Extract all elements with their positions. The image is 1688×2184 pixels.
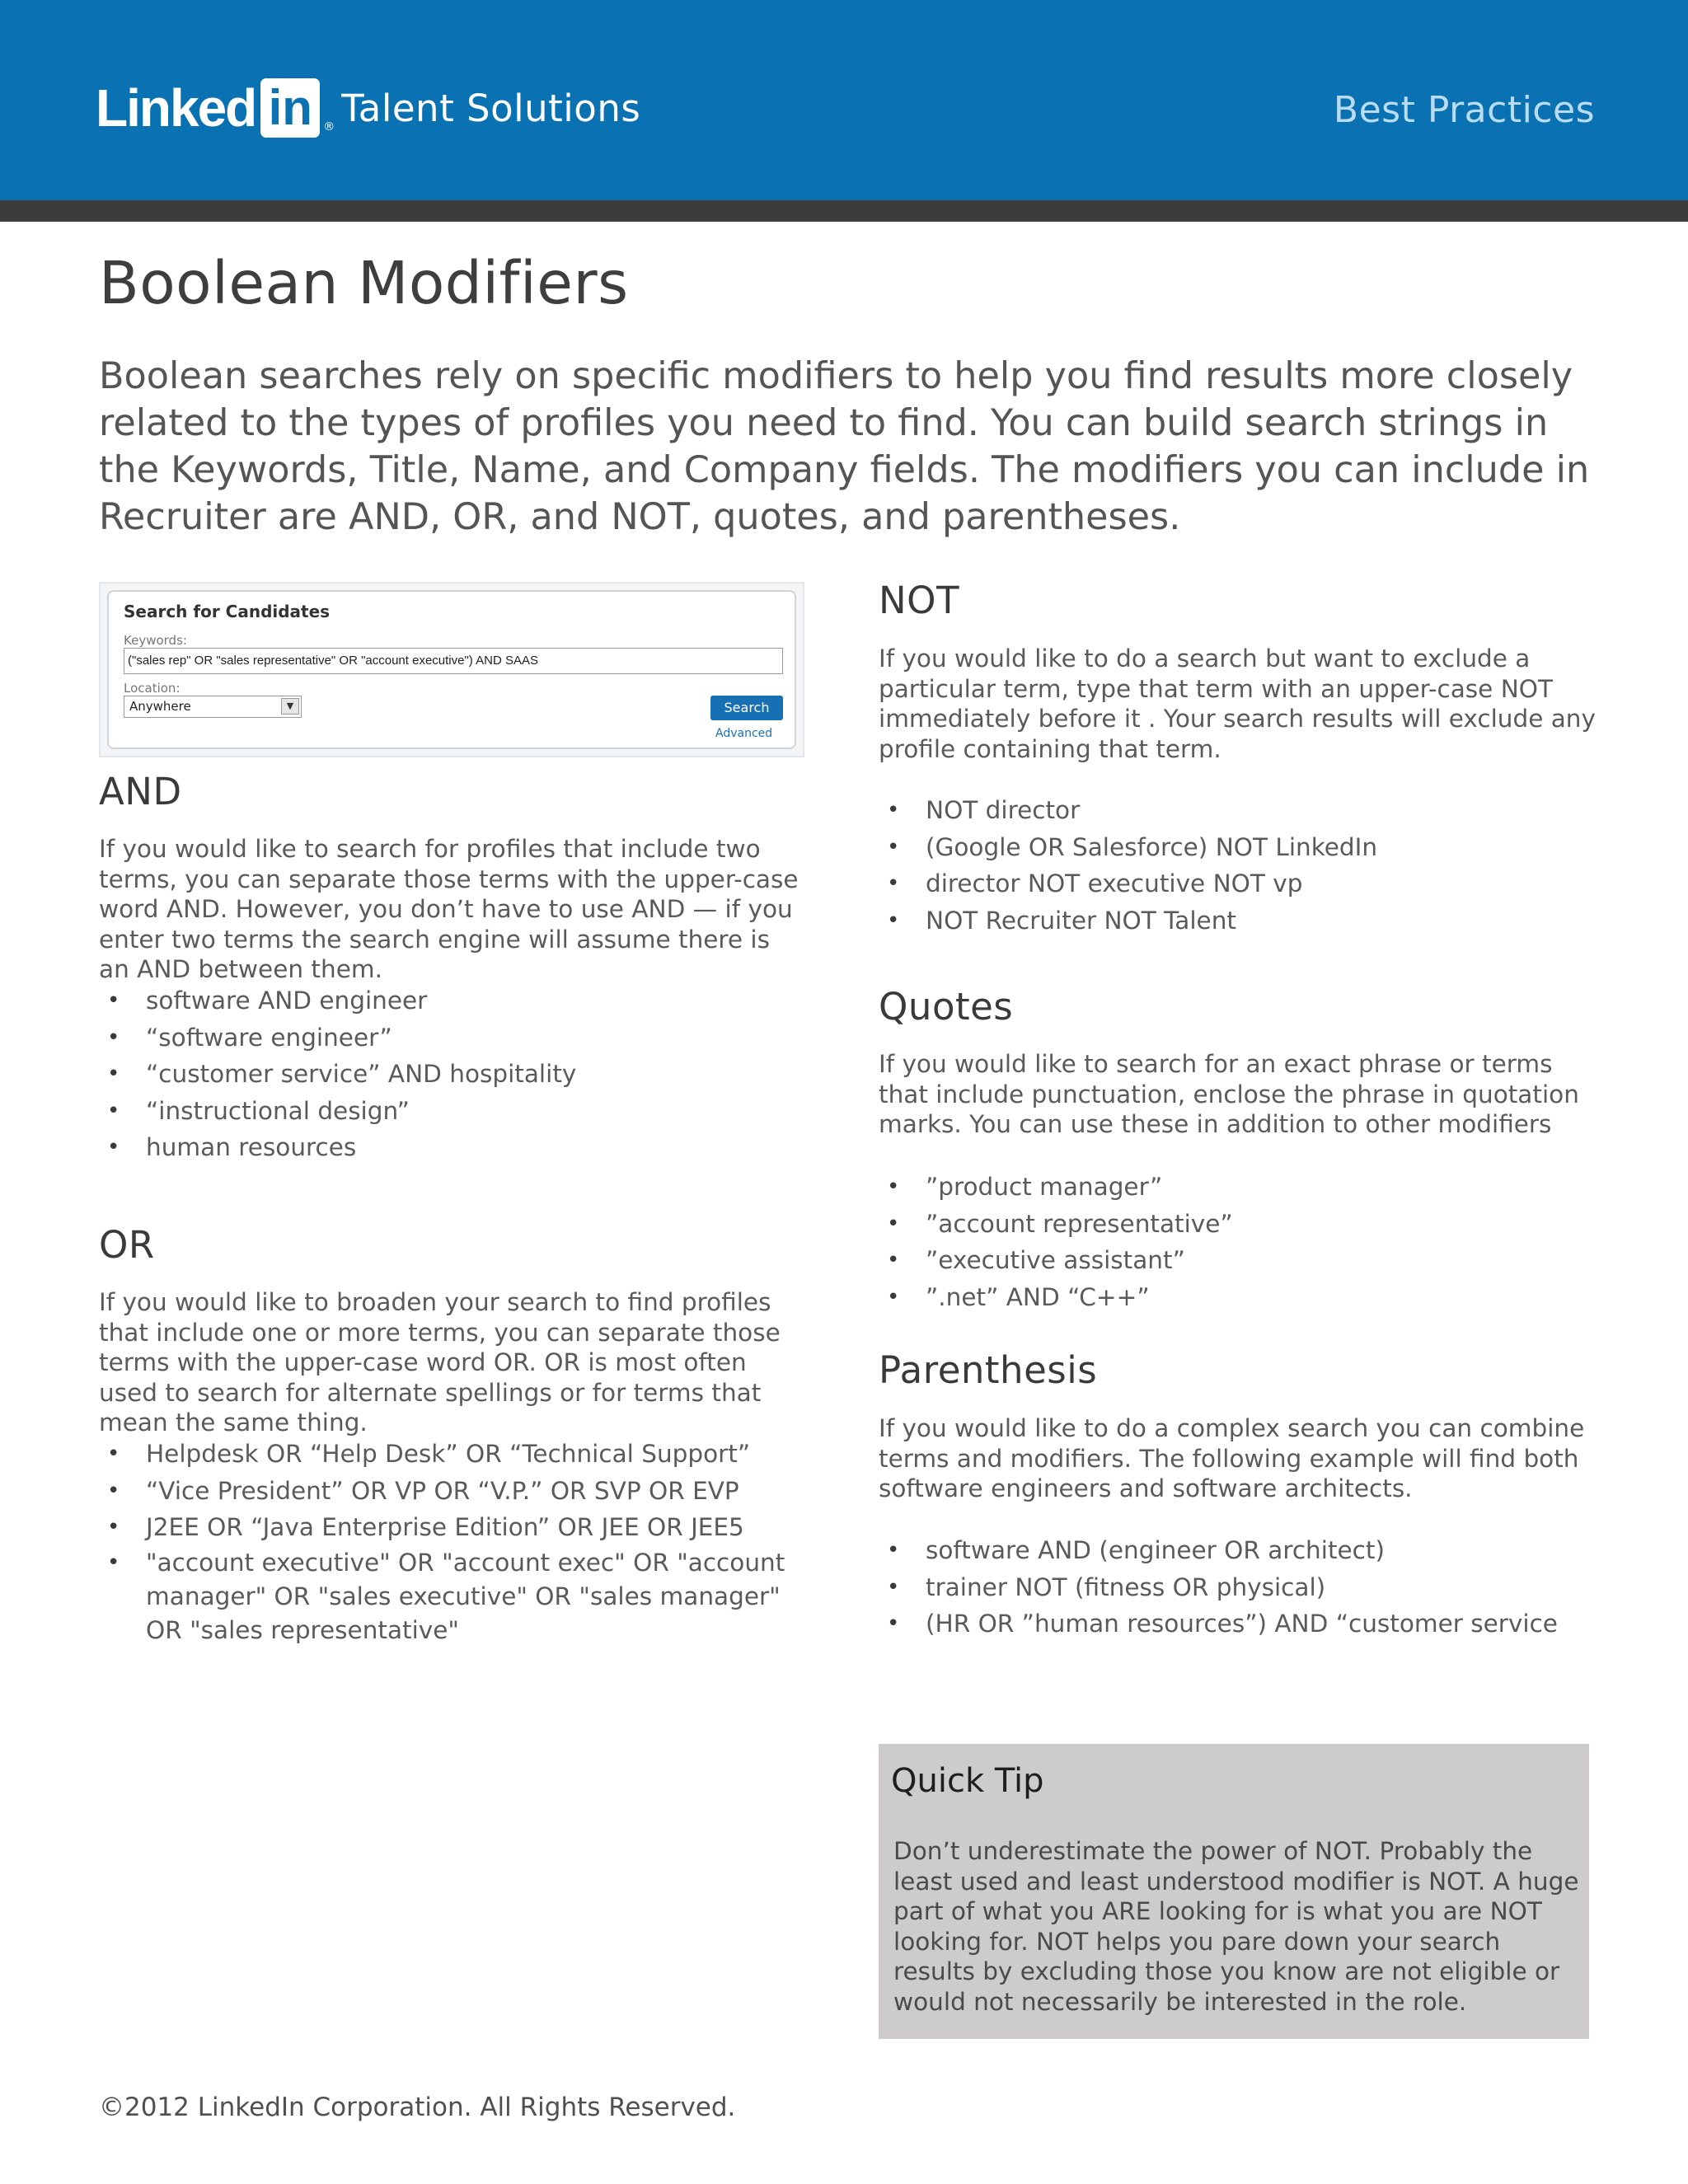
location-select-value: Anywhere xyxy=(129,699,191,714)
logo-wordmark: Linked xyxy=(96,78,256,138)
quick-tip-title: Quick Tip xyxy=(891,1762,1044,1800)
list-item: • "account executive" OR "account exec" OR "account manager" OR "sales executive" OR "sales manager" OR "sales representative" xyxy=(99,1546,808,1647)
page-title: Boolean Modifiers xyxy=(99,249,629,317)
search-panel xyxy=(107,590,796,749)
or-heading: OR xyxy=(99,1223,155,1267)
list-item: • software AND engineer xyxy=(99,982,808,1019)
list-item: • (Google OR Salesforce) NOT LinkedIn xyxy=(879,829,1596,866)
section-label: Best Practices xyxy=(1333,89,1595,131)
or-body: If you would like to broaden your search to find profiles that include one or more terms, you can separate those terms with the upper-case word OR. OR is most often used to search for alternate spellings or for terms that mean the same thing. xyxy=(99,1288,781,1436)
logo-registered-mark: ® xyxy=(323,120,335,134)
not-body: If you would like to do a search but want to exclude a particular term, type that term with an upper-case NOT immediately before it . Your search results will exclude any profile containing that term. xyxy=(879,644,1596,763)
list-item: • ”.net” AND “C++” xyxy=(879,1279,1596,1316)
list-item: • ”account representative” xyxy=(879,1206,1596,1243)
quick-tip-body: Don’t underestimate the power of NOT. Probably the least used and least understood modifier is NOT. A huge part of what you ARE looking for is what you are NOT looking for. NOT helps you pare down your search results by excluding those you know are not eligible or would not necessarily be interested in the role. xyxy=(893,1837,1579,2016)
quotes-body: If you would like to search for an exact phrase or terms that include punctuation, enclose the phrase in quotation marks. You can use these in addition to other modifiers xyxy=(879,1050,1579,1138)
list-item: • human resources xyxy=(99,1129,808,1166)
list-item: • software AND (engineer OR architect) xyxy=(879,1532,1596,1569)
parenthesis-body: If you would like to do a complex search you can combine terms and modifiers. The following example will find both software engineers and software architects. xyxy=(879,1414,1585,1502)
list-item: • trainer NOT (fitness OR physical) xyxy=(879,1569,1596,1606)
quotes-heading: Quotes xyxy=(879,985,1014,1029)
copyright-footer: ©2012 LinkedIn Corporation. All Rights Reserved. xyxy=(99,2093,736,2122)
keywords-input[interactable]: ("sales rep" OR "sales representative" OR "account executive") AND SAAS xyxy=(124,648,783,674)
header-divider-bar xyxy=(0,200,1688,222)
list-item: • ”product manager” xyxy=(879,1169,1596,1206)
and-examples-list xyxy=(99,982,808,1166)
parenthesis-examples-list xyxy=(879,1532,1596,1643)
not-heading: NOT xyxy=(879,579,960,622)
parenthesis-heading: Parenthesis xyxy=(879,1348,1098,1392)
not-examples-list xyxy=(879,792,1596,939)
keywords-label: Keywords: xyxy=(124,633,187,648)
quotes-examples-list xyxy=(879,1169,1596,1315)
search-panel-title: Search for Candidates xyxy=(124,602,331,621)
chevron-down-icon: ▼ xyxy=(281,698,299,715)
list-item: • “software engineer” xyxy=(99,1019,808,1057)
list-item: • (HR OR ”human resources”) AND “customer service xyxy=(879,1605,1596,1643)
list-item: • “customer service” AND hospitality xyxy=(99,1056,808,1093)
advanced-link[interactable]: Advanced xyxy=(715,727,773,740)
list-item: • ”executive assistant” xyxy=(879,1242,1596,1279)
quick-tip-box xyxy=(879,1744,1589,2039)
list-item: • NOT director xyxy=(879,792,1596,829)
page-header xyxy=(0,0,1688,200)
search-candidates-screenshot xyxy=(99,582,804,757)
and-heading: AND xyxy=(99,770,182,813)
product-name: Talent Solutions xyxy=(341,86,641,130)
location-select[interactable] xyxy=(124,696,302,718)
intro-paragraph: Boolean searches rely on specific modifiers to help you find results more closely related to the types of profiles you need to find. You can build search strings in the Keywords, Title, Name, and Company fields. The modifiers you can include in Recruiter are AND, OR, and NOT, quotes, and parentheses. xyxy=(99,355,1590,538)
or-examples-list xyxy=(99,1436,808,1647)
search-button[interactable]: Search xyxy=(710,696,783,720)
list-item: • J2EE OR “Java Enterprise Edition” OR JEE OR JEE5 xyxy=(99,1509,808,1546)
and-body: If you would like to search for profiles that include two terms, you can separate those terms with the upper-case word AND. However, you don’t have to use AND — if you enter two terms the search engine will assume there is an AND between them. xyxy=(99,835,799,983)
list-item: • “Vice President” OR VP OR “V.P.” OR SVP OR EVP xyxy=(99,1473,808,1510)
list-item: • “instructional design” xyxy=(99,1093,808,1130)
list-item: • NOT Recruiter NOT Talent xyxy=(879,902,1596,940)
location-label: Location: xyxy=(124,681,181,696)
linkedin-talent-solutions-logo xyxy=(96,76,640,140)
list-item: • director NOT executive NOT vp xyxy=(879,865,1596,902)
list-item: • Helpdesk OR “Help Desk” OR “Technical Support” xyxy=(99,1436,808,1473)
logo-in-badge: in xyxy=(260,78,320,138)
